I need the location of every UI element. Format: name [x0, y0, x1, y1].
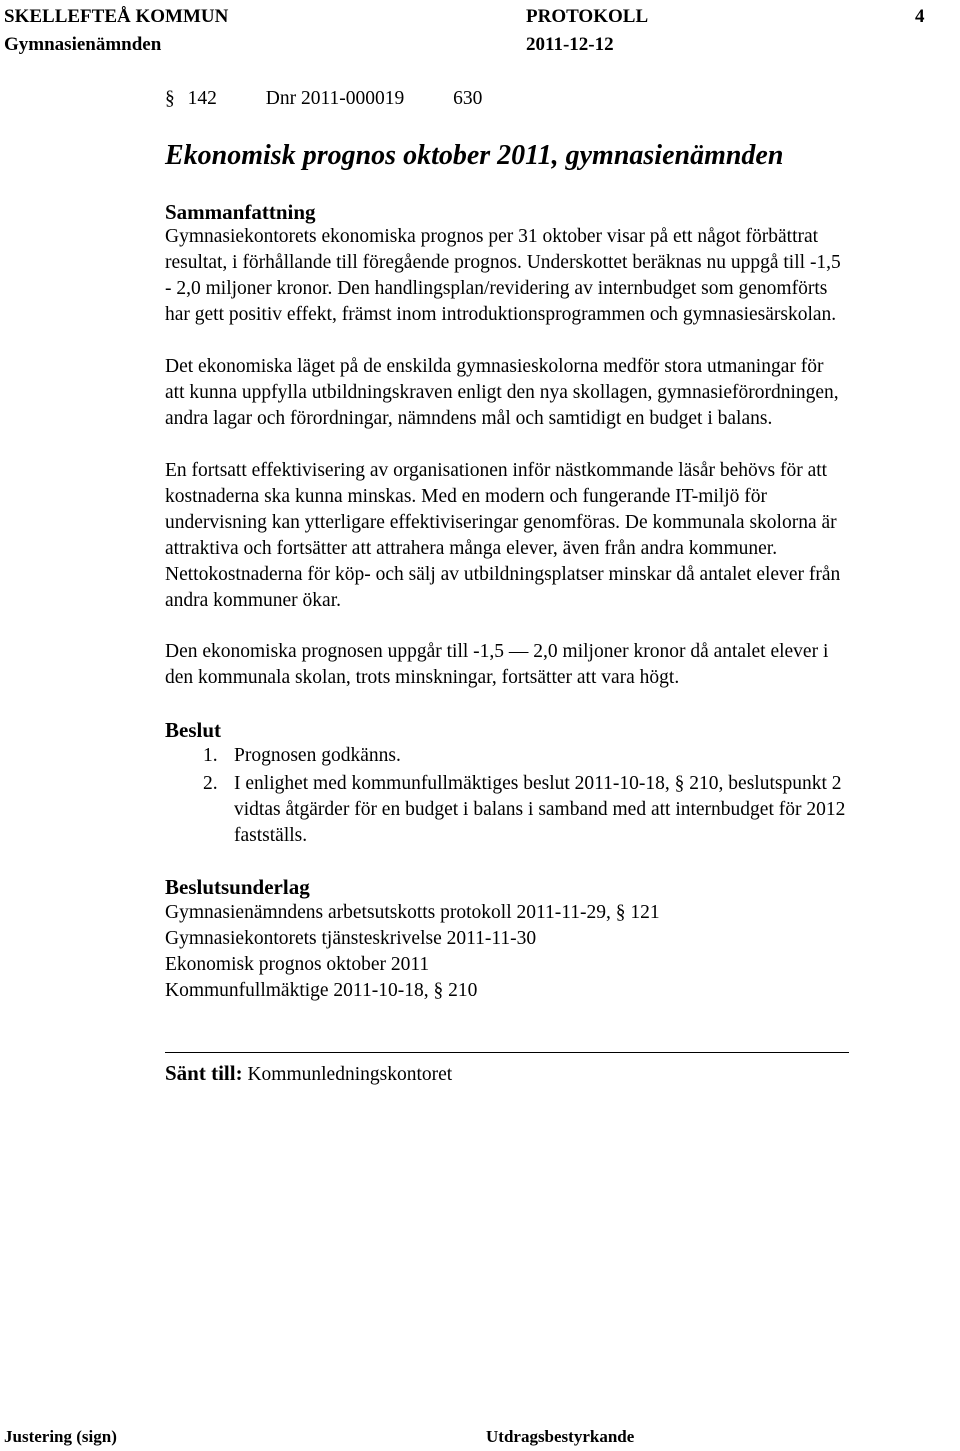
basis-line: Gymnasienämndens arbetsutskotts protokoll 2011-11-29, § 121 [165, 902, 660, 923]
body-line: andra lagar och förordningar, nämndens mål och samtidigt en budget i balans. [165, 408, 773, 429]
basis-line: Gymnasiekontorets tjänsteskrivelse 2011-11-30 [165, 928, 537, 949]
case-code: 630 [453, 88, 483, 109]
body-line: Den ekonomiska prognosen uppgår till -1,5 — 2,0 miljoner kronor då antalet elever i [165, 641, 829, 662]
decision-item-text: vidtas åtgärder för en budget i balans i samband med att internbudget för 2012 [234, 799, 846, 820]
footer-utdrag: Utdragsbestyrkande [486, 1427, 635, 1446]
document-type: PROTOKOLL [526, 6, 649, 27]
page-number: 4 [915, 6, 925, 27]
decision-heading: Beslut [165, 718, 222, 742]
basis-line: Ekonomisk prognos oktober 2011 [165, 954, 430, 975]
basis-line: Kommunfullmäktige 2011-10-18, § 210 [165, 980, 478, 1001]
body-line: Det ekonomiska läget på de enskilda gymnasieskolorna medför stora utmaningar för [165, 356, 824, 377]
basis-heading: Beslutsunderlag [165, 875, 310, 899]
body-line: En fortsatt effektivisering av organisationen inför nästkommande läsår behövs för att [165, 460, 828, 481]
board-name: Gymnasienämnden [4, 34, 162, 55]
decision-item-text: I enlighet med kommunfullmäktiges beslut 2011-10-18, § 210, beslutspunkt 2 [234, 773, 842, 794]
body-line: undervisning kan ytterligare effektiviseringar genomföras. De kommunala skolorna är [165, 512, 837, 533]
footer-justering: Justering (sign) [4, 1427, 117, 1446]
case-dnr: Dnr 2011-000019 [265, 88, 405, 109]
decision-item-text: fastställs. [234, 825, 308, 846]
decision-item-text: Prognosen godkänns. [234, 745, 401, 766]
summary-line: resultat, i förhållande till föregående prognos. Underskottet beräknas nu uppgå till -1,5 [165, 252, 841, 273]
body-line: att kunna uppfylla utbildningskraven enligt den nya skollagen, gymnasieförordningen, [165, 382, 839, 403]
org-name: SKELLEFTEÅ KOMMUN [4, 6, 229, 27]
case-line [165, 86, 482, 112]
body-line: kostnaderna ska kunna minskas. Med en modern och fungerande IT-miljö för [165, 486, 767, 507]
meeting-date: 2011-12-12 [526, 34, 614, 55]
summary-heading: Sammanfattning [165, 200, 316, 224]
body-line: Nettokostnaderna för köp- och sälj av utbildningsplatser minskar då antalet elever från [165, 564, 841, 585]
body-line: andra kommuner ökar. [165, 590, 341, 611]
section-symbol: § [165, 88, 175, 109]
decision-item-number: 2. [203, 773, 218, 794]
separator-line [165, 1052, 849, 1053]
decision-item-number: 1. [203, 745, 218, 766]
sent-to-line [165, 1060, 452, 1088]
summary-line: Gymnasiekontorets ekonomiska prognos per 31 oktober visar på ett något förbättrat [165, 226, 819, 247]
sent-to-label: Sänt till: [165, 1061, 243, 1085]
summary-line: - 2,0 miljoner kronor. Den handlingsplan/revidering av internbudget som genomförts [165, 278, 828, 299]
section-number: 142 [187, 88, 217, 109]
body-line: den kommunala skolan, trots minskningar, fortsätter att vara högt. [165, 667, 680, 688]
body-line: attraktiva och fortsätter att attrahera många elever, även från andra kommuner. [165, 538, 778, 559]
summary-line: har gett positiv effekt, främst inom introduktionsprogrammen och gymnasiesärskolan. [165, 304, 837, 325]
sent-to-recipient: Kommunledningskontoret [247, 1064, 453, 1085]
document-title: Ekonomisk prognos oktober 2011, gymnasienämnden [165, 140, 784, 171]
